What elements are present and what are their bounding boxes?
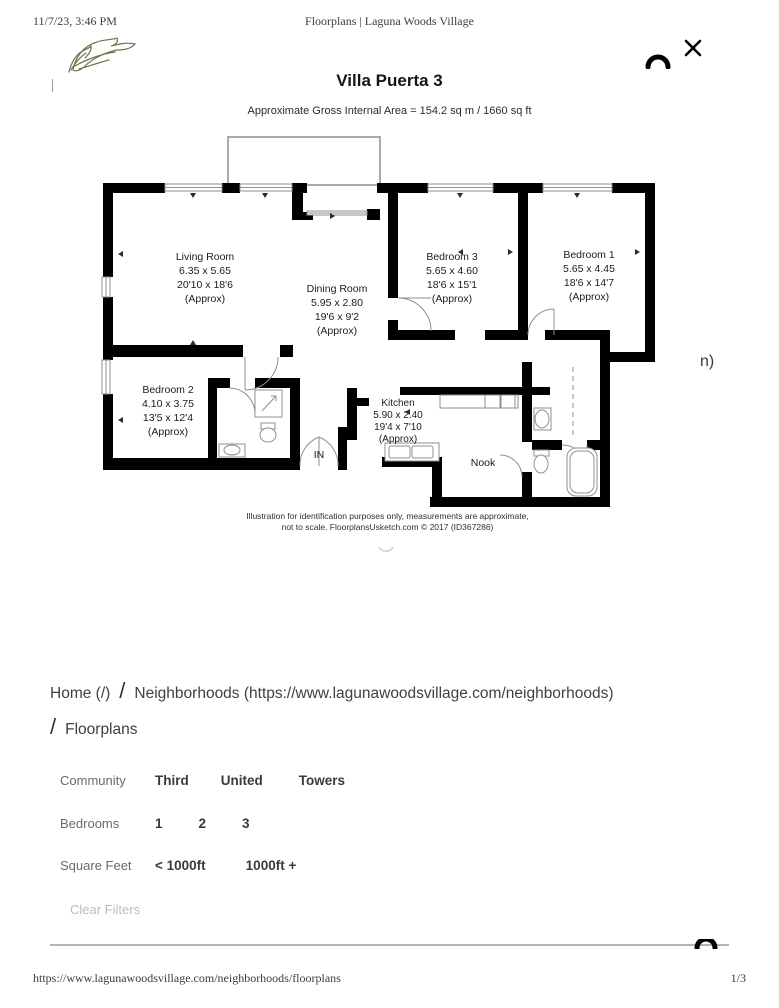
print-footer-page-indicator: 1/3	[730, 971, 746, 985]
filter-label-bedrooms: Bedrooms	[60, 816, 120, 831]
svg-text:5.95 x 2.80: 5.95 x 2.80	[311, 297, 363, 309]
svg-text:Bedroom 3: Bedroom 3	[426, 251, 478, 263]
filter-option-2[interactable]: 2	[198, 816, 207, 831]
breadcrumb-neighborhoods-link[interactable]: Neighborhoods (https://www.lagunawoodsvillage.com/neighborhoods)	[134, 685, 614, 702]
svg-text:Bedroom 2: Bedroom 2	[142, 384, 194, 396]
faint-arc-icon	[378, 541, 394, 559]
breadcrumb-home-link[interactable]: Home (/)	[50, 685, 111, 702]
area-note: Approximate Gross Internal Area = 154.2 sq m / 1660 sq ft	[247, 105, 532, 117]
breadcrumb-current-floorplans: Floorplans	[65, 721, 138, 738]
filter-row-square-feet	[60, 858, 296, 873]
print-header-datetime: 11/7/23, 3:46 PM	[33, 14, 117, 28]
filter-row-bedrooms	[60, 816, 250, 831]
svg-text:18'6 x 14'7: 18'6 x 14'7	[563, 277, 615, 289]
clear-filters-button[interactable]: Clear Filters	[70, 902, 141, 917]
breadcrumb-separator-2: /	[50, 714, 57, 739]
cutoff-text-fragment: n)	[700, 353, 715, 370]
floorplan-disclaimer	[95, 511, 680, 532]
svg-text:(Approx): (Approx)	[431, 293, 473, 305]
room-label-dining	[307, 283, 368, 337]
entry-label: IN	[313, 449, 325, 461]
filter-row-community	[60, 773, 345, 788]
filter-option-united[interactable]: United	[220, 773, 263, 788]
filter-option-towers[interactable]: Towers	[298, 773, 346, 788]
svg-text:19'6 x 9'2: 19'6 x 9'2	[314, 311, 360, 323]
svg-text:19'4 x 7'10: 19'4 x 7'10	[374, 422, 422, 433]
disclaimer-line-1: Illustration for identification purposes only, measurements are approximate,	[246, 511, 529, 521]
svg-text:(Approx): (Approx)	[568, 291, 610, 303]
print-header-title: Floorplans | Laguna Woods Village	[305, 14, 474, 28]
close-icon[interactable]	[683, 38, 703, 63]
svg-text:13'5 x 12'4: 13'5 x 12'4	[142, 412, 194, 424]
filter-option-over-1000[interactable]: 1000ft +	[245, 858, 297, 873]
breadcrumb	[50, 678, 730, 750]
bottom-divider-line	[50, 944, 729, 946]
filter-label-community: Community	[60, 773, 126, 788]
svg-text:5.65 x 4.45: 5.65 x 4.45	[563, 263, 615, 275]
svg-text:5.65 x 4.60: 5.65 x 4.60	[426, 265, 478, 277]
svg-text:(Approx): (Approx)	[147, 426, 189, 438]
room-label-kitchen	[373, 398, 423, 445]
floorplan-image	[95, 132, 680, 532]
breadcrumb-separator: /	[119, 678, 126, 703]
svg-text:6.35 x 5.65: 6.35 x 5.65	[179, 265, 231, 277]
balcony-outline	[228, 137, 380, 185]
svg-text:(Approx): (Approx)	[378, 434, 418, 445]
svg-text:(Approx): (Approx)	[184, 293, 226, 305]
svg-text:4.10 x 3.75: 4.10 x 3.75	[142, 398, 194, 410]
room-label-bedroom2	[142, 384, 194, 438]
filter-option-3[interactable]: 3	[242, 816, 250, 831]
svg-text:Dining Room: Dining Room	[306, 283, 368, 295]
print-footer-url: https://www.lagunawoodsvillage.com/neighborhoods/floorplans	[33, 971, 341, 985]
svg-text:5.90 x 2.40: 5.90 x 2.40	[373, 410, 423, 421]
svg-text:18'6 x 15'1: 18'6 x 15'1	[426, 279, 478, 291]
filter-label-square-feet: Square Feet	[60, 858, 132, 873]
svg-text:Kitchen: Kitchen	[381, 398, 415, 409]
disclaimer-line-2: not to scale. FloorplansUsketch.com © 2017 (ID367286)	[281, 521, 494, 532]
room-label-nook: Nook	[470, 457, 496, 469]
back-to-top-arc-icon[interactable]	[694, 936, 718, 954]
filter-option-under-1000[interactable]: < 1000ft	[155, 858, 206, 873]
svg-text:Living Room: Living Room	[175, 251, 235, 263]
filter-option-1[interactable]: 1	[155, 816, 163, 831]
svg-text:20'10 x 18'6: 20'10 x 18'6	[177, 279, 233, 291]
room-label-bedroom1	[563, 249, 615, 303]
room-label-living	[176, 251, 235, 305]
dimension-arrows	[118, 193, 640, 423]
page-title: Villa Puerta 3	[336, 71, 443, 90]
svg-text:(Approx): (Approx)	[316, 325, 358, 337]
svg-text:Bedroom 1: Bedroom 1	[563, 249, 615, 261]
filter-option-third[interactable]: Third	[155, 773, 189, 788]
room-label-bedroom3	[426, 251, 478, 305]
